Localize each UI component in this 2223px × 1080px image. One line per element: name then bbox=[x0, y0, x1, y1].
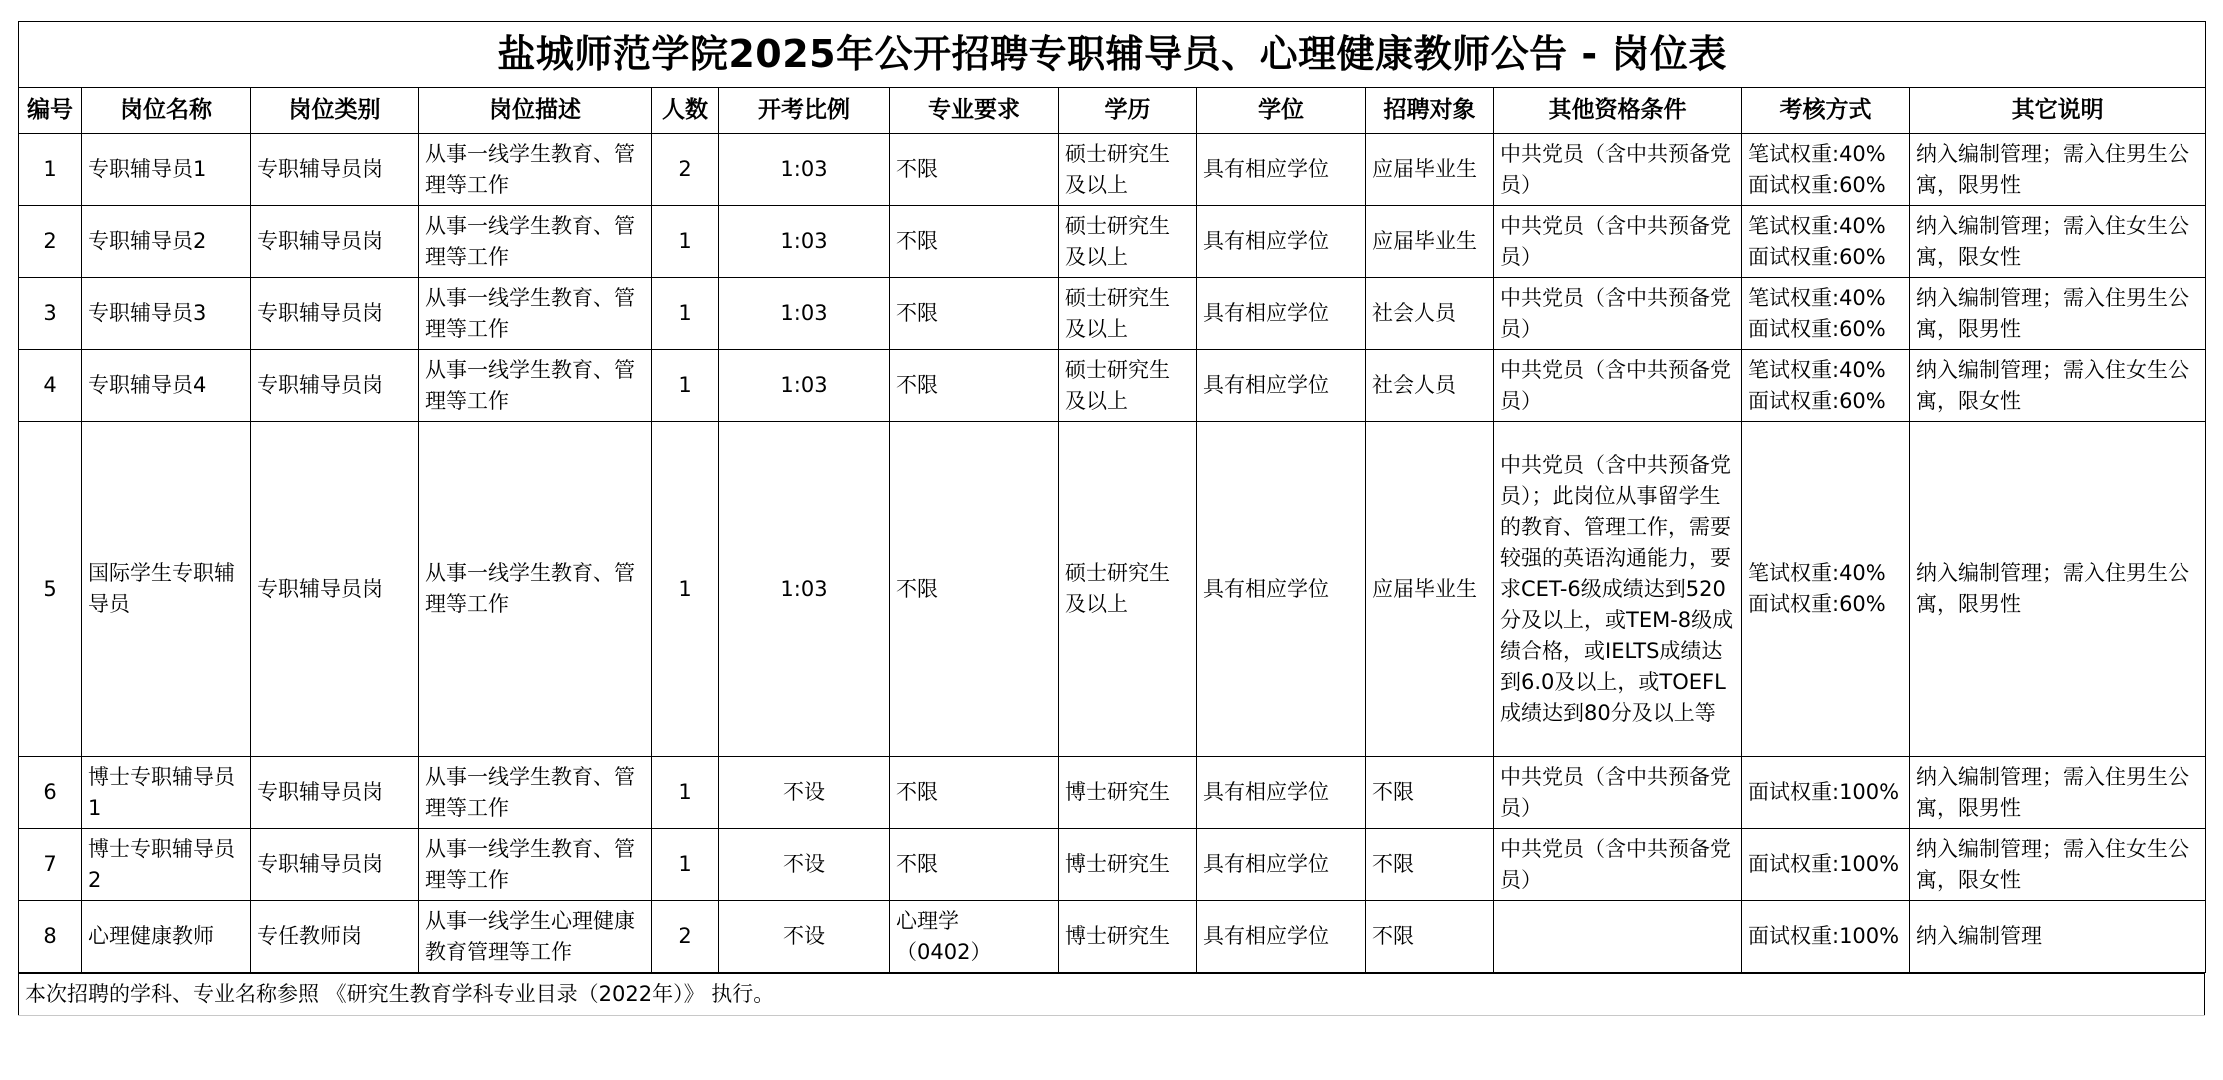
header-name: 岗位名称 bbox=[82, 88, 251, 134]
cell-education: 硕士研究生及以上 bbox=[1059, 206, 1197, 278]
cell-remarks: 纳入编制管理；需入住男生公寓，限男性 bbox=[1910, 134, 2206, 206]
cell-no: 8 bbox=[19, 901, 82, 973]
cell-name: 专职辅导员1 bbox=[82, 134, 251, 206]
cell-education: 硕士研究生及以上 bbox=[1059, 350, 1197, 422]
cell-target: 应届毕业生 bbox=[1366, 422, 1494, 757]
cell-count: 1 bbox=[652, 422, 719, 757]
cell-qualification bbox=[1494, 901, 1742, 973]
cell-degree: 具有相应学位 bbox=[1197, 134, 1366, 206]
table-row bbox=[19, 134, 2206, 206]
cell-ratio: 不设 bbox=[719, 901, 890, 973]
cell-ratio: 1:03 bbox=[719, 134, 890, 206]
cell-education: 博士研究生 bbox=[1059, 901, 1197, 973]
table-row bbox=[19, 757, 2206, 829]
header-row bbox=[19, 88, 2206, 134]
cell-education: 硕士研究生及以上 bbox=[1059, 278, 1197, 350]
header-qualification: 其他资格条件 bbox=[1494, 88, 1742, 134]
cell-assessment: 笔试权重:40% 面试权重:60% bbox=[1742, 278, 1910, 350]
table-row bbox=[19, 350, 2206, 422]
cell-category: 专职辅导员岗 bbox=[251, 829, 419, 901]
header-target: 招聘对象 bbox=[1366, 88, 1494, 134]
cell-ratio: 不设 bbox=[719, 829, 890, 901]
cell-degree: 具有相应学位 bbox=[1197, 757, 1366, 829]
header-desc: 岗位描述 bbox=[419, 88, 652, 134]
cell-assessment: 笔试权重:40% 面试权重:60% bbox=[1742, 206, 1910, 278]
cell-remarks: 纳入编制管理；需入住女生公寓，限女性 bbox=[1910, 829, 2206, 901]
cell-major: 不限 bbox=[890, 422, 1059, 757]
cell-desc: 从事一线学生教育、管理等工作 bbox=[419, 757, 652, 829]
cell-desc: 从事一线学生教育、管理等工作 bbox=[419, 350, 652, 422]
cell-name: 博士专职辅导员1 bbox=[82, 757, 251, 829]
cell-degree: 具有相应学位 bbox=[1197, 206, 1366, 278]
cell-no: 3 bbox=[19, 278, 82, 350]
cell-qualification: 中共党员（含中共预备党员） bbox=[1494, 829, 1742, 901]
header-degree: 学位 bbox=[1197, 88, 1366, 134]
cell-target: 应届毕业生 bbox=[1366, 206, 1494, 278]
cell-ratio: 1:03 bbox=[719, 350, 890, 422]
cell-target: 不限 bbox=[1366, 757, 1494, 829]
header-no: 编号 bbox=[19, 88, 82, 134]
cell-category: 专职辅导员岗 bbox=[251, 206, 419, 278]
cell-remarks: 纳入编制管理 bbox=[1910, 901, 2206, 973]
cell-qualification: 中共党员（含中共预备党员） bbox=[1494, 134, 1742, 206]
cell-no: 1 bbox=[19, 134, 82, 206]
cell-category: 专任教师岗 bbox=[251, 901, 419, 973]
cell-ratio: 1:03 bbox=[719, 278, 890, 350]
cell-qualification: 中共党员（含中共预备党员） bbox=[1494, 206, 1742, 278]
cell-category: 专职辅导员岗 bbox=[251, 278, 419, 350]
cell-assessment: 笔试权重:40% 面试权重:60% bbox=[1742, 350, 1910, 422]
table-row bbox=[19, 422, 2206, 757]
cell-degree: 具有相应学位 bbox=[1197, 829, 1366, 901]
cell-major: 不限 bbox=[890, 350, 1059, 422]
cell-count: 2 bbox=[652, 134, 719, 206]
cell-degree: 具有相应学位 bbox=[1197, 350, 1366, 422]
cell-assessment: 面试权重:100% bbox=[1742, 757, 1910, 829]
cell-category: 专职辅导员岗 bbox=[251, 757, 419, 829]
header-assessment: 考核方式 bbox=[1742, 88, 1910, 134]
cell-major: 不限 bbox=[890, 278, 1059, 350]
header-count: 人数 bbox=[652, 88, 719, 134]
cell-degree: 具有相应学位 bbox=[1197, 278, 1366, 350]
cell-ratio: 1:03 bbox=[719, 422, 890, 757]
cell-target: 社会人员 bbox=[1366, 350, 1494, 422]
cell-no: 5 bbox=[19, 422, 82, 757]
cell-major: 不限 bbox=[890, 757, 1059, 829]
table-row bbox=[19, 206, 2206, 278]
note-table bbox=[18, 973, 2205, 1016]
cell-count: 1 bbox=[652, 829, 719, 901]
cell-ratio: 1:03 bbox=[719, 206, 890, 278]
cell-count: 2 bbox=[652, 901, 719, 973]
header-education: 学历 bbox=[1059, 88, 1197, 134]
cell-name: 国际学生专职辅导员 bbox=[82, 422, 251, 757]
cell-assessment: 笔试权重:40% 面试权重:60% bbox=[1742, 134, 1910, 206]
cell-target: 不限 bbox=[1366, 829, 1494, 901]
cell-category: 专职辅导员岗 bbox=[251, 422, 419, 757]
cell-qualification: 中共党员（含中共预备党员） bbox=[1494, 278, 1742, 350]
cell-name: 专职辅导员4 bbox=[82, 350, 251, 422]
cell-major: 不限 bbox=[890, 134, 1059, 206]
cell-count: 1 bbox=[652, 206, 719, 278]
cell-assessment: 面试权重:100% bbox=[1742, 829, 1910, 901]
cell-count: 1 bbox=[652, 350, 719, 422]
cell-ratio: 不设 bbox=[719, 757, 890, 829]
cell-major: 不限 bbox=[890, 206, 1059, 278]
cell-qualification: 中共党员（含中共预备党员）；此岗位从事留学生的教育、管理工作，需要较强的英语沟通能力，要求CET-6级成绩达到520分及以上，或TEM-8级成绩合格，或IELTS成绩达到6.0及以上，或TOEFL成绩达到80分及以上等 bbox=[1494, 422, 1742, 757]
header-remarks: 其它说明 bbox=[1910, 88, 2206, 134]
cell-count: 1 bbox=[652, 757, 719, 829]
cell-remarks: 纳入编制管理；需入住男生公寓，限男性 bbox=[1910, 757, 2206, 829]
cell-no: 7 bbox=[19, 829, 82, 901]
cell-desc: 从事一线学生教育、管理等工作 bbox=[419, 829, 652, 901]
header-category: 岗位类别 bbox=[251, 88, 419, 134]
cell-category: 专职辅导员岗 bbox=[251, 134, 419, 206]
table-title: 盐城师范学院2025年公开招聘专职辅导员、心理健康教师公告 - 岗位表 bbox=[19, 22, 2206, 88]
table-row bbox=[19, 829, 2206, 901]
footnote: 本次招聘的学科、专业名称参照 《研究生教育学科专业目录（2022年）》 执行。 bbox=[19, 974, 2205, 1016]
cell-name: 博士专职辅导员2 bbox=[82, 829, 251, 901]
cell-desc: 从事一线学生教育、管理等工作 bbox=[419, 134, 652, 206]
cell-no: 6 bbox=[19, 757, 82, 829]
cell-remarks: 纳入编制管理；需入住男生公寓，限男性 bbox=[1910, 422, 2206, 757]
cell-remarks: 纳入编制管理；需入住男生公寓，限男性 bbox=[1910, 278, 2206, 350]
cell-name: 专职辅导员2 bbox=[82, 206, 251, 278]
cell-desc: 从事一线学生心理健康教育管理等工作 bbox=[419, 901, 652, 973]
cell-remarks: 纳入编制管理；需入住女生公寓，限女性 bbox=[1910, 206, 2206, 278]
table-row bbox=[19, 901, 2206, 973]
cell-education: 博士研究生 bbox=[1059, 757, 1197, 829]
cell-name: 专职辅导员3 bbox=[82, 278, 251, 350]
cell-remarks: 纳入编制管理；需入住女生公寓，限女性 bbox=[1910, 350, 2206, 422]
header-major: 专业要求 bbox=[890, 88, 1059, 134]
table-row bbox=[19, 278, 2206, 350]
recruitment-sheet bbox=[18, 21, 2205, 1016]
cell-assessment: 笔试权重:40% 面试权重:60% bbox=[1742, 422, 1910, 757]
cell-count: 1 bbox=[652, 278, 719, 350]
cell-degree: 具有相应学位 bbox=[1197, 901, 1366, 973]
cell-desc: 从事一线学生教育、管理等工作 bbox=[419, 278, 652, 350]
position-table bbox=[18, 21, 2206, 973]
cell-major: 心理学 （0402） bbox=[890, 901, 1059, 973]
cell-target: 应届毕业生 bbox=[1366, 134, 1494, 206]
cell-target: 不限 bbox=[1366, 901, 1494, 973]
header-ratio: 开考比例 bbox=[719, 88, 890, 134]
cell-qualification: 中共党员（含中共预备党员） bbox=[1494, 350, 1742, 422]
cell-no: 4 bbox=[19, 350, 82, 422]
cell-assessment: 面试权重:100% bbox=[1742, 901, 1910, 973]
cell-education: 硕士研究生及以上 bbox=[1059, 422, 1197, 757]
cell-desc: 从事一线学生教育、管理等工作 bbox=[419, 206, 652, 278]
cell-no: 2 bbox=[19, 206, 82, 278]
cell-education: 博士研究生 bbox=[1059, 829, 1197, 901]
cell-desc: 从事一线学生教育、管理等工作 bbox=[419, 422, 652, 757]
cell-category: 专职辅导员岗 bbox=[251, 350, 419, 422]
cell-name: 心理健康教师 bbox=[82, 901, 251, 973]
cell-major: 不限 bbox=[890, 829, 1059, 901]
cell-qualification: 中共党员（含中共预备党员） bbox=[1494, 757, 1742, 829]
cell-degree: 具有相应学位 bbox=[1197, 422, 1366, 757]
cell-education: 硕士研究生及以上 bbox=[1059, 134, 1197, 206]
cell-target: 社会人员 bbox=[1366, 278, 1494, 350]
